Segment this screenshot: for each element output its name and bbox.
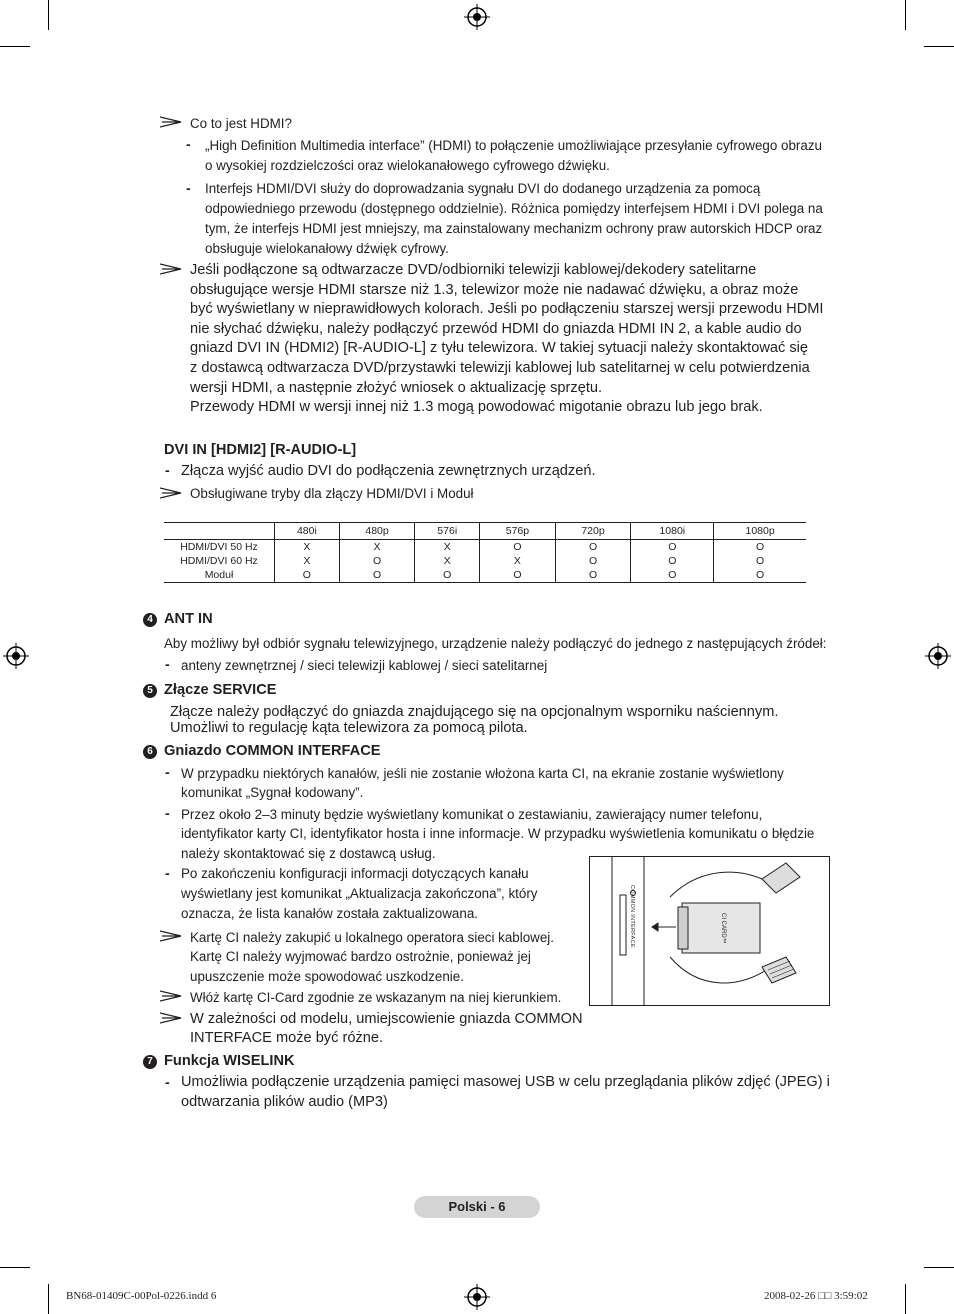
note-arrow-icon (160, 990, 182, 1002)
table-header-cell: 576i (415, 523, 480, 540)
section-number-badge: 7 (143, 1055, 157, 1069)
note-arrow-icon (160, 116, 182, 128)
note-arrow-icon (160, 1012, 182, 1024)
dvi-item: Złącza wyjść audio DVI do podłączenia zewnętrznych urządzeń. (181, 463, 596, 479)
ci-heading: Gniazdo COMMON INTERFACE (164, 743, 381, 759)
ci-item-line: oznacza, że lista kanałów została zaktualizowana. (181, 906, 478, 921)
crop-mark (905, 1284, 906, 1314)
footer-date: 2008-02-26 □□ 3:59:02 (764, 1290, 868, 1302)
hdmi-item-line: Interfejs HDMI/DVI służy do doprowadzania sygnału DVI do dodanego urządzenia za pomocą (205, 181, 761, 196)
table-cell: X (480, 554, 556, 568)
registration-mark-icon (464, 4, 490, 30)
bullet-dash: - (165, 805, 170, 821)
hdmi-item-line: o wysokiej rozdzielczości oraz wielokanałowego cyfrowego dźwięku. (205, 158, 610, 173)
crop-mark (0, 46, 30, 47)
service-line: Złącze należy podłączyć do gniazda znajdującego się na opcjonalnym wsporniku naściennym. (170, 704, 779, 720)
ci-item-line: komunikat „Sygnał kodowany”. (181, 785, 364, 800)
bullet-dash: - (165, 1074, 170, 1090)
bullet-dash: - (165, 656, 170, 672)
section-number-badge: 5 (143, 684, 157, 698)
table-cell: O (339, 554, 415, 568)
table-header-cell: 480i (275, 523, 340, 540)
service-line: Umożliwi to regulację kąta telewizora za pomocą pilota. (170, 720, 528, 736)
bullet-dash: - (186, 136, 191, 152)
bullet-dash: - (186, 180, 191, 196)
ant-heading: ANT IN (164, 611, 213, 627)
table-cell: O (555, 540, 631, 555)
table-row (164, 554, 806, 568)
table-header-cell: 1080i (631, 523, 714, 540)
table-cell: X (339, 540, 415, 555)
table-cell: O (631, 540, 714, 555)
note-arrow-icon (160, 930, 182, 942)
table-row (164, 540, 806, 555)
table-cell: O (480, 540, 556, 555)
old-hdmi-line: z dostawcą odtwarzacza DVD/przystawki telewizji kablowej lub satelitarnej w celu potwierdzenia (190, 360, 810, 376)
table-row (164, 568, 806, 583)
page-number-label: Polski - 6 (414, 1196, 540, 1218)
old-hdmi-line: Przewody HDMI w wersji innej niż 1.3 mogą powodować migotanie obrazu lub jego brak. (190, 399, 763, 415)
hdmi-item-line: „High Definition Multimedia interface” (HDMI) to połączenie umożliwiające przesyłanie cyfrowego obrazu (205, 138, 822, 153)
crop-mark (905, 0, 906, 30)
table-cell: O (415, 568, 480, 583)
hdmi-note-title: Co to jest HDMI? (190, 116, 292, 131)
table-header-row (164, 523, 806, 540)
note-arrow-icon (160, 263, 182, 275)
wiselink-heading: Funkcja WISELINK (164, 1053, 295, 1069)
ci-note-line: W zależności od modelu, umiejscowienie gniazda COMMON (190, 1011, 583, 1027)
crop-mark (48, 1284, 49, 1314)
old-hdmi-line: wersji HDMI, a następnie złożyć wniosek o aktualizację sprzętu. (190, 380, 603, 396)
ci-item-line: wyświetlany jest komunikat „Aktualizacja zakończona”, który (181, 886, 538, 901)
section-number-badge: 6 (143, 745, 157, 759)
hdmi-item-line: obsługuje wielokanałowy dźwięk cyfrowy. (205, 241, 449, 256)
dvi-note: Obsługiwane tryby dla złączy HDMI/DVI i Moduł (190, 486, 474, 501)
ci-slot-label: COMMON INTERFACE (629, 885, 635, 948)
table-header-cell: 720p (555, 523, 631, 540)
old-hdmi-line: obsługujące wersje HDMI starsze niż 1.3, telewizor może nie nadawać dźwięku, a obraz może (190, 282, 799, 298)
table-cell: O (275, 568, 340, 583)
bullet-dash: - (165, 865, 170, 881)
footer-file-name: BN68-01409C-00Pol-0226.indd 6 (66, 1290, 217, 1302)
table-header-cell (164, 523, 275, 540)
supported-modes-table (164, 522, 806, 583)
ci-item-line: identyfikator karty CI, identyfikator hosta i inne informacje. W przypadku wyświetlenia komunikatu o błędzie (181, 826, 815, 841)
crop-mark (924, 46, 954, 47)
table-cell: Moduł (164, 568, 275, 583)
ci-card-illustration (589, 856, 830, 1006)
ci-item-line: Po zakończeniu konfiguracji informacji dotyczących kanału (181, 866, 529, 881)
ci-note-line: upuszczenie może spowodować uszkodzenie. (190, 969, 464, 984)
table-header-cell: 576p (480, 523, 556, 540)
table-cell: O (714, 568, 806, 583)
table-cell: X (415, 554, 480, 568)
hdmi-item-line: odpowiedniego przewodu (dostępnego oddzielnie). Różnica pomiędzy interfejsem HDMI i DVI polega na (205, 201, 823, 216)
table-header-cell: 1080p (714, 523, 806, 540)
table-cell: HDMI/DVI 50 Hz (180, 541, 258, 553)
old-hdmi-line: być wyświetlany w nieprawidłowych kolorach. Jeśli po podłączeniu starszej wersji przewodu HDMI (190, 301, 824, 317)
section-number-badge: 4 (143, 613, 157, 627)
table-cell: O (555, 554, 631, 568)
old-hdmi-line: nie słychać dźwięku, należy podłączyć przewód HDMI do gniazda HDMI IN 2, a kable audio do (190, 321, 802, 337)
ci-slot-label-box (626, 885, 636, 975)
hdmi-item-line: tym, że interfejs HDMI jest mniejszy, ma zainstalowany mechanizm ochrony praw autorskich HDCP oraz (205, 221, 823, 236)
ci-note-line: Kartę CI należy zakupić u lokalnego operatora sieci kablowej. (190, 930, 554, 945)
bullet-dash: - (165, 462, 170, 478)
ci-card-label: CI CARD™ (720, 913, 726, 944)
table-cell: O (480, 568, 556, 583)
ci-card-label-box (718, 909, 728, 949)
registration-mark-icon (464, 1284, 490, 1310)
dvi-heading: DVI IN [HDMI2] [R-AUDIO-L] (164, 442, 357, 458)
crop-mark (48, 0, 49, 30)
ci-item-line: Przez około 2–3 minuty będzie wyświetlany komunikat o zestawianiu, zawierający numer telefonu, (181, 807, 763, 822)
ci-note-line: Kartę CI należy wyjmować bardzo ostrożnie, ponieważ jej (190, 949, 531, 964)
table-header-cell: 480p (339, 523, 415, 540)
registration-mark-icon (925, 643, 951, 669)
bullet-dash: - (165, 764, 170, 780)
wiselink-line: odtwarzania plików audio (MP3) (181, 1094, 388, 1110)
table-cell: O (714, 554, 806, 568)
ant-item: anteny zewnętrznej / sieci telewizji kablowej / sieci satelitarnej (181, 658, 548, 673)
table-cell: O (631, 554, 714, 568)
ci-item-line: należy skontaktować się z dostawcą usług. (181, 846, 436, 861)
table-cell: X (275, 554, 340, 568)
table-cell: HDMI/DVI 60 Hz (180, 555, 258, 567)
table-cell: X (275, 540, 340, 555)
ant-text: Aby możliwy był odbiór sygnału telewizyjnego, urządzenie należy podłączyć do jednego z następujących źródeł: (164, 636, 827, 651)
ci-note-line: INTERFACE może być różne. (190, 1030, 384, 1046)
old-hdmi-line: gniazd DVI IN (HDMI2) [R-AUDIO-L] z tyłu telewizora. W takiej sytuacji należy skontaktować się (190, 340, 808, 356)
note-arrow-icon (160, 487, 182, 499)
table-cell: O (631, 568, 714, 583)
table-cell: O (714, 540, 806, 555)
crop-mark (924, 1267, 954, 1268)
ci-item-line: W przypadku niektórych kanałów, jeśli nie zostanie włożona karta CI, na ekranie zostanie wyświetlony (181, 766, 784, 781)
table-cell: O (339, 568, 415, 583)
registration-mark-icon (3, 643, 29, 669)
crop-mark (0, 1267, 30, 1268)
wiselink-line: Umożliwia podłączenie urządzenia pamięci masowej USB w celu przeglądania plików zdjęć (JPEG) i (181, 1074, 830, 1090)
old-hdmi-line: Jeśli podłączone są odtwarzacze DVD/odbiorniki telewizji kablowej/dekodery satelitarne (190, 262, 757, 278)
service-heading: Złącze SERVICE (164, 682, 277, 698)
ci-note-line: Włóż kartę CI-Card zgodnie ze wskazanym na niej kierunkiem. (190, 990, 562, 1005)
table-cell: O (555, 568, 631, 583)
table-cell: X (415, 540, 480, 555)
